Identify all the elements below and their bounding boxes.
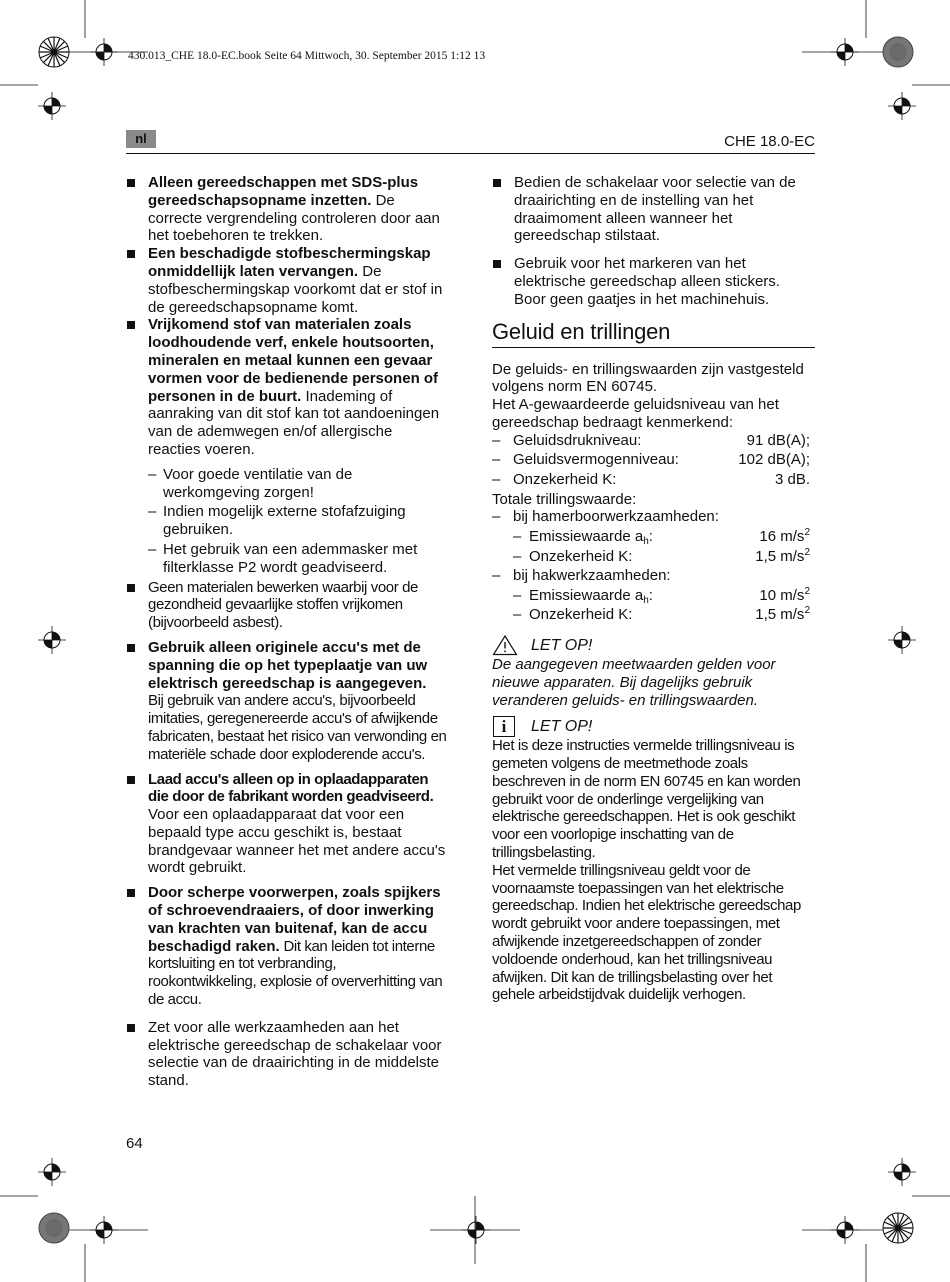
safety-text: Voor een oplaadapparaat dat voor een bepaald type accu geschikt is, bestaat brandgevaar wanneer het met andere accu's wordt gebruikt. — [148, 806, 446, 877]
spec-label: Geluidsdrukniveau: — [513, 431, 642, 449]
page-number: 64 — [126, 1135, 143, 1152]
safety-text: Zet voor alle werkzaamheden aan het elektrische gereedschap de schakelaar voor selectie van de draairichting in de middelste stand. — [148, 1018, 442, 1090]
spec-row — [492, 587, 815, 607]
info-box-icon: i — [493, 716, 515, 737]
section-title: Geluid en trillingen — [492, 309, 815, 348]
sub-list-item — [126, 541, 448, 577]
square-bullet-icon — [493, 260, 501, 268]
info-heading — [492, 715, 815, 737]
safety-text-bold: Vrijkomend stof van materialen zoals loodhoudende verf, enkele houtsoorten, mineralen en metaal kunnen een gevaar vormen voor de bedienende personen of personen in de buurt. — [148, 316, 439, 405]
paragraph: Het A-gewaardeerde geluidsniveau van het gereedschap bedraagt kenmerkend: — [492, 396, 779, 431]
list-item — [126, 174, 448, 245]
crosshair-mark-icon — [888, 1158, 916, 1186]
dash-marker: – — [513, 606, 522, 624]
crosshair-mark-icon — [38, 626, 66, 654]
spec-value: 10 $m/s^2$ — [759, 585, 810, 604]
list-item — [492, 255, 815, 308]
model-name: CHE 18.0-EC — [724, 133, 815, 150]
square-bullet-icon — [127, 179, 135, 187]
registration-mark-icon — [38, 1212, 70, 1244]
safety-text: Dit kan leiden tot interne kortsluiting en tot verbranding, rookontwikkeling, explosie of oververhitting van de accu. — [148, 937, 443, 1009]
dash-marker: – — [148, 465, 157, 483]
info-paragraph: Het vermelde trillingsniveau geldt voor de voornaamste toepassingen van het elektrische gereedschap. Indien het elektrische gereedschap wordt gebruikt voor andere toepassingen, met afwijkende inzetgereedschappen of zonder voldoende onderhoud, kan het trillingsniveau afwijken. Dit kan de trillingsbelasting over het gehele arbeidstijdvak duidelijk verhogen. — [492, 861, 801, 1004]
crosshair-mark-icon — [90, 1216, 118, 1244]
crosshair-mark-icon — [38, 92, 66, 120]
warning-heading — [492, 634, 815, 656]
paragraph: De geluids- en trillingswaarden zijn vastgesteld volgens norm EN 60745. — [492, 360, 804, 396]
list-item — [126, 1019, 448, 1090]
sub-item-text: Het gebruik van een ademmasker met filterklasse P2 wordt geadviseerd. — [163, 540, 418, 576]
dash-marker: – — [492, 508, 501, 526]
safety-text-bold: Laad accu's alleen op in oplaadapparaten die door de fabrikant worden geadviseerd. — [148, 770, 434, 806]
crosshair-mark-icon — [888, 626, 916, 654]
crosshair-mark-icon — [831, 38, 859, 66]
safety-text: Geen materialen bewerken waarbij voor de gezondheid gevaarlijke stoffen vrijkomen (bijvoorbeeld asbest). — [148, 578, 418, 632]
crosshair-mark-icon — [38, 1158, 66, 1186]
warning-text: De aangegeven meetwaarden gelden voor nieuwe apparaten. Bij dagelijks gebruik veranderen geluids- en trillingswaarden. — [492, 655, 776, 709]
header-divider — [126, 153, 815, 154]
list-item — [126, 884, 448, 1009]
info-title: LET OP! — [531, 718, 593, 736]
left-column — [126, 174, 448, 1090]
safety-text-bold: Een beschadigde stofbeschermingskap onmiddellijk laten vervangen. — [148, 245, 431, 280]
dash-marker: – — [148, 503, 157, 521]
spec-label: Onzekerheid K: — [529, 547, 633, 565]
registration-mark-icon — [882, 36, 914, 68]
square-bullet-icon — [127, 889, 135, 897]
dash-marker: – — [513, 586, 522, 604]
spec-row — [492, 451, 815, 471]
square-bullet-icon — [127, 1024, 135, 1032]
warning-title: LET OP! — [531, 636, 593, 654]
safety-text-bold: Gebruik alleen originele accu's met de spanning die op het typeplaatje van uw elektrisch gereedschap is aangegeven. — [148, 638, 428, 692]
right-column — [492, 174, 815, 1004]
sub-list-item — [126, 466, 448, 502]
paragraph: Totale trillingswaarde: — [492, 490, 637, 508]
list-item — [126, 316, 448, 458]
spec-value: 16 $m/s^2$ — [759, 526, 810, 545]
safety-text: Inademing of aanraking van dit stof kan tot aandoeningen van de ademwegen en/of allergische reacties voeren. — [148, 387, 440, 458]
language-badge: nl — [126, 130, 156, 148]
square-bullet-icon — [127, 584, 135, 592]
spec-label: Onzekerheid K: — [529, 606, 633, 624]
spec-group-label — [492, 508, 815, 528]
square-bullet-icon — [493, 179, 501, 187]
safety-text: De correcte vergrendeling controleren door aan het toebehoren te trekken. — [148, 191, 440, 245]
sub-list-item — [126, 503, 448, 539]
spec-label: Onzekerheid K: — [513, 470, 617, 488]
dash-marker: – — [513, 527, 522, 545]
crosshair-mark-icon — [831, 1216, 859, 1244]
crosshair-mark-icon — [90, 38, 118, 66]
square-bullet-icon — [127, 250, 135, 258]
spec-label: Emissiewaarde $a_h$: — [529, 527, 653, 547]
spec-label: Geluidsvermogenniveau: — [513, 451, 679, 469]
crosshair-mark-icon — [888, 92, 916, 120]
safety-text: Gebruik voor het markeren van het elektrische gereedschap alleen stickers. Boor geen gaatjes in het machinehuis. — [514, 255, 780, 308]
square-bullet-icon — [127, 644, 135, 652]
spec-group-label — [492, 567, 815, 587]
list-item — [126, 639, 448, 764]
square-bullet-icon — [127, 321, 135, 329]
spec-row — [492, 432, 815, 452]
sub-item-text: Indien mogelijk externe stofafzuiging gebruiken. — [163, 503, 406, 539]
info-paragraph: Het is deze instructies vermelde trillingsniveau is gemeten volgens de meetmethode zoals beschreven in de norm EN 60745 en kan worden gebruikt voor de onderlinge vergelijking van elektrische gereedschappen. Het is ook geschikt voor een voorlopige inschatting van de trillingsbelasting. — [492, 737, 801, 862]
square-bullet-icon — [127, 776, 135, 784]
spec-value: 1,5 $m/s^2$ — [755, 605, 810, 624]
spec-value: 102 dB(A); — [738, 451, 810, 469]
list-item — [492, 174, 815, 245]
spec-row — [492, 548, 815, 568]
dash-marker: – — [492, 451, 501, 469]
list-item — [126, 245, 448, 316]
warning-triangle-icon — [492, 634, 518, 656]
dash-marker: – — [513, 547, 522, 565]
list-item — [126, 579, 448, 632]
sub-item-text: Voor goede ventilatie van de werkomgeving zorgen! — [163, 465, 353, 501]
spec-row — [492, 606, 815, 626]
registration-mark-icon — [882, 1212, 914, 1244]
spec-row — [492, 528, 815, 548]
spec-row — [492, 471, 815, 491]
registration-mark-icon — [38, 36, 70, 68]
spec-value: 91 dB(A); — [746, 431, 810, 449]
print-file-info: 430.013_CHE 18.0-EC.book Seite 64 Mittwoch, 30. September 2015 1:12 13 — [128, 50, 486, 62]
dash-marker: – — [492, 431, 501, 449]
spec-label: bij hakwerkzaamheden: — [513, 567, 671, 585]
safety-text-bold: Door scherpe voorwerpen, zoals spijkers of schroevendraaiers, of door inwerking van krachten van buitenaf, kan de accu beschadigd raken. — [148, 884, 441, 955]
safety-text: Bij gebruik van andere accu's, bijvoorbeeld imitaties, geregenereerde accu's of afwijkende fabricaten, bestaat het risico van verwonding en materiële schade door exploderende accu's. — [148, 692, 447, 763]
spec-value: 3 dB. — [774, 470, 810, 488]
dash-marker: – — [492, 470, 501, 488]
dash-marker: – — [492, 567, 501, 585]
dash-marker: – — [148, 540, 157, 558]
safety-text-bold: Alleen gereedschappen met SDS-plus gereedschapsopname inzetten. — [148, 174, 419, 209]
crosshair-mark-icon — [462, 1216, 490, 1244]
safety-text: Bedien de schakelaar voor selectie van de draairichting en de instelling van het draaimoment alleen wanneer het gereedschap stilstaat. — [514, 174, 796, 245]
spec-label: Emissiewaarde $a_h$: — [529, 586, 653, 606]
spec-label: bij hamerboorwerkzaamheden: — [513, 508, 719, 526]
safety-text: De stofbeschermingskap voorkomt dat er stof in de gereedschapsopname komt. — [148, 262, 443, 316]
spec-value: 1,5 $m/s^2$ — [755, 546, 810, 565]
list-item — [126, 771, 448, 878]
